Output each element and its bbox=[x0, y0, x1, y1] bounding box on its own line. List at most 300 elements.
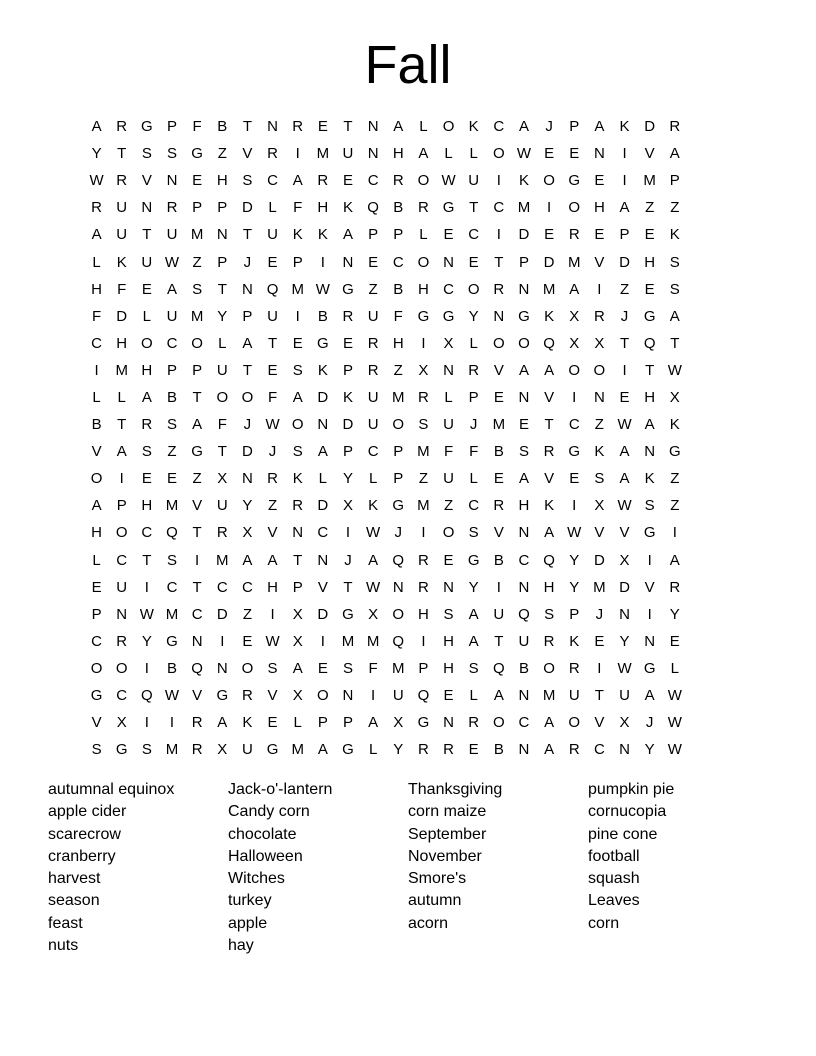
word-item: November bbox=[408, 847, 482, 865]
grid-letter: A bbox=[116, 443, 127, 461]
grid-letter: I bbox=[144, 578, 149, 596]
grid-letter: X bbox=[619, 551, 630, 569]
grid-letter: R bbox=[543, 632, 555, 650]
grid-letter: A bbox=[619, 443, 630, 461]
grid-letter: N bbox=[644, 632, 656, 650]
grid-letter: C bbox=[317, 524, 329, 542]
grid-letter: G bbox=[568, 443, 581, 461]
grid-letter: U bbox=[367, 416, 379, 434]
word-item: Witches bbox=[228, 870, 285, 888]
grid-letter: T bbox=[192, 578, 202, 596]
grid-letter: H bbox=[141, 361, 153, 379]
grid-letter: M bbox=[643, 172, 656, 190]
word-item: season bbox=[48, 892, 100, 910]
grid-letter: G bbox=[90, 687, 103, 705]
grid-letter: Q bbox=[392, 632, 405, 650]
grid-letter: N bbox=[292, 524, 304, 542]
grid-letter: A bbox=[594, 118, 605, 136]
grid-letter: N bbox=[518, 578, 530, 596]
grid-letter: Z bbox=[167, 443, 177, 461]
grid-letter: Q bbox=[166, 524, 178, 542]
grid-letter: U bbox=[619, 687, 630, 705]
grid-row bbox=[84, 276, 732, 303]
grid-letter: G bbox=[141, 118, 153, 136]
grid-letter: G bbox=[417, 307, 430, 325]
grid-letter: X bbox=[242, 524, 253, 542]
grid-letter: E bbox=[569, 470, 580, 488]
grid-letter: H bbox=[644, 253, 656, 271]
grid-letter: Z bbox=[368, 280, 378, 298]
grid-letter: O bbox=[492, 145, 505, 163]
grid-letter: O bbox=[492, 714, 505, 732]
grid-letter: I bbox=[647, 551, 652, 569]
word-item: cranberry bbox=[48, 847, 116, 865]
grid-letter: G bbox=[317, 334, 329, 352]
word-item: Leaves bbox=[588, 892, 640, 910]
grid-letter: O bbox=[442, 118, 455, 136]
grid-letter: M bbox=[190, 226, 204, 244]
grid-row bbox=[84, 303, 732, 330]
grid-letter: M bbox=[165, 741, 179, 759]
grid-letter: I bbox=[496, 226, 501, 244]
grid-letter: C bbox=[392, 253, 404, 271]
word-list bbox=[48, 779, 768, 957]
grid-letter: N bbox=[518, 687, 530, 705]
grid-letter: E bbox=[342, 334, 353, 352]
grid-letter: Y bbox=[393, 741, 404, 759]
grid-letter: F bbox=[267, 388, 278, 406]
word-item: acorn bbox=[408, 914, 449, 932]
grid-row bbox=[84, 492, 732, 519]
grid-letter: P bbox=[192, 199, 203, 217]
grid-letter: K bbox=[569, 632, 580, 650]
grid-letter: S bbox=[418, 416, 429, 434]
grid-letter: X bbox=[443, 334, 454, 352]
grid-letter: U bbox=[166, 307, 178, 325]
grid-letter: G bbox=[115, 741, 128, 759]
grid-letter: I bbox=[672, 524, 677, 542]
grid-row bbox=[84, 113, 732, 140]
grid-letter: C bbox=[216, 578, 228, 596]
word-item: Halloween bbox=[228, 847, 303, 865]
grid-letter: U bbox=[116, 578, 128, 596]
grid-letter: L bbox=[469, 687, 478, 705]
grid-letter: U bbox=[116, 199, 128, 217]
grid-row bbox=[84, 167, 732, 194]
grid-letter: W bbox=[139, 605, 154, 623]
grid-letter: N bbox=[593, 145, 605, 163]
grid-letter: I bbox=[547, 199, 552, 217]
grid-letter: T bbox=[142, 551, 152, 569]
grid-row bbox=[84, 601, 732, 628]
grid-letter: A bbox=[91, 226, 102, 244]
grid-letter: N bbox=[342, 687, 354, 705]
grid-letter: V bbox=[493, 361, 504, 379]
grid-letter: H bbox=[543, 578, 555, 596]
grid-letter: L bbox=[368, 741, 378, 759]
grid-letter: K bbox=[292, 470, 303, 488]
grid-letter: N bbox=[443, 578, 454, 596]
grid-letter: E bbox=[544, 226, 555, 244]
grid-letter: A bbox=[468, 632, 479, 650]
word-item: Smore's bbox=[408, 870, 467, 888]
grid-letter: X bbox=[669, 388, 680, 406]
grid-letter: I bbox=[496, 578, 501, 596]
grid-letter: A bbox=[292, 659, 303, 677]
word-item: autumn bbox=[408, 892, 462, 910]
grid-letter: B bbox=[317, 307, 328, 325]
grid-letter: M bbox=[291, 741, 304, 759]
grid-row bbox=[84, 709, 732, 736]
grid-letter: L bbox=[117, 388, 126, 406]
grid-letter: A bbox=[242, 551, 253, 569]
grid-letter: S bbox=[192, 280, 203, 298]
grid-letter: H bbox=[443, 659, 454, 677]
grid-letter: R bbox=[141, 416, 153, 434]
grid-letter: T bbox=[117, 145, 127, 163]
word-item: feast bbox=[48, 914, 83, 932]
grid-letter: T bbox=[192, 388, 202, 406]
grid-letter: O bbox=[90, 470, 103, 488]
grid-letter: C bbox=[568, 416, 580, 434]
grid-letter: X bbox=[368, 605, 379, 623]
grid-letter: A bbox=[242, 334, 253, 352]
grid-letter: V bbox=[544, 470, 555, 488]
grid-letter: U bbox=[568, 687, 580, 705]
word-column bbox=[408, 779, 588, 957]
grid-letter: S bbox=[166, 551, 177, 569]
grid-letter: P bbox=[518, 253, 529, 271]
grid-letter: W bbox=[567, 524, 582, 542]
grid-letter: O bbox=[568, 714, 581, 732]
grid-letter: S bbox=[644, 497, 655, 515]
grid-letter: M bbox=[190, 307, 204, 325]
grid-letter: K bbox=[544, 497, 555, 515]
grid-letter: X bbox=[116, 714, 127, 732]
grid-letter: K bbox=[468, 118, 479, 136]
grid-row bbox=[84, 628, 732, 655]
grid-letter: P bbox=[166, 361, 177, 379]
grid-letter: K bbox=[317, 361, 328, 379]
grid-letter: Q bbox=[392, 551, 405, 569]
grid-letter: E bbox=[468, 741, 479, 759]
grid-letter: E bbox=[267, 714, 278, 732]
grid-letter: C bbox=[367, 172, 379, 190]
grid-letter: Z bbox=[418, 470, 428, 488]
grid-letter: S bbox=[166, 145, 177, 163]
grid-letter: U bbox=[443, 416, 454, 434]
grid-letter: G bbox=[392, 497, 405, 515]
grid-letter: P bbox=[292, 578, 303, 596]
grid-letter: T bbox=[117, 416, 127, 434]
grid-letter: V bbox=[267, 524, 278, 542]
grid-letter: U bbox=[493, 605, 505, 623]
grid-letter: W bbox=[617, 659, 632, 677]
grid-letter: A bbox=[518, 470, 529, 488]
grid-letter: P bbox=[368, 226, 379, 244]
grid-letter: B bbox=[91, 416, 102, 434]
grid-letter: T bbox=[217, 280, 227, 298]
grid-letter: M bbox=[392, 388, 405, 406]
grid-letter: A bbox=[544, 714, 555, 732]
grid-letter: A bbox=[644, 416, 655, 434]
grid-letter: N bbox=[518, 280, 530, 298]
grid-letter: V bbox=[644, 578, 655, 596]
grid-letter: X bbox=[342, 497, 353, 515]
grid-letter: A bbox=[418, 145, 429, 163]
grid-letter: L bbox=[318, 470, 327, 488]
grid-letter: T bbox=[217, 443, 227, 461]
word-column bbox=[588, 779, 768, 957]
grid-letter: F bbox=[368, 659, 378, 677]
grid-letter: D bbox=[619, 578, 630, 596]
grid-letter: L bbox=[469, 145, 478, 163]
grid-letter: E bbox=[594, 172, 605, 190]
word-item: pine cone bbox=[588, 825, 658, 843]
grid-letter: I bbox=[622, 172, 627, 190]
grid-letter: U bbox=[443, 470, 454, 488]
grid-letter: M bbox=[542, 687, 556, 705]
grid-letter: M bbox=[517, 199, 531, 217]
grid-letter: S bbox=[544, 605, 555, 623]
grid-letter: Y bbox=[619, 632, 630, 650]
grid-letter: S bbox=[468, 524, 479, 542]
grid-letter: S bbox=[91, 741, 102, 759]
grid-letter: K bbox=[317, 226, 328, 244]
grid-row bbox=[84, 574, 732, 601]
grid-letter: R bbox=[267, 470, 278, 488]
grid-letter: W bbox=[89, 172, 104, 190]
grid-row bbox=[84, 221, 732, 248]
grid-letter: Z bbox=[192, 470, 202, 488]
grid-letter: C bbox=[518, 714, 530, 732]
grid-letter: K bbox=[368, 497, 379, 515]
grid-letter: X bbox=[418, 361, 429, 379]
grid-letter: O bbox=[241, 388, 254, 406]
grid-letter: E bbox=[443, 551, 454, 569]
grid-letter: U bbox=[342, 145, 354, 163]
grid-letter: A bbox=[669, 145, 680, 163]
grid-letter: N bbox=[241, 470, 253, 488]
grid-letter: L bbox=[444, 145, 453, 163]
grid-letter: P bbox=[468, 388, 479, 406]
grid-letter: V bbox=[594, 524, 605, 542]
grid-letter: P bbox=[116, 497, 127, 515]
grid-letter: T bbox=[343, 578, 353, 596]
grid-letter: Y bbox=[242, 497, 253, 515]
grid-letter: R bbox=[568, 741, 580, 759]
grid-letter: O bbox=[593, 361, 606, 379]
grid-letter: J bbox=[545, 118, 553, 136]
grid-letter: P bbox=[292, 253, 303, 271]
grid-letter: A bbox=[468, 605, 479, 623]
grid-letter: I bbox=[597, 280, 602, 298]
grid-letter: M bbox=[542, 280, 556, 298]
grid-letter: C bbox=[267, 172, 278, 190]
grid-letter: I bbox=[169, 714, 175, 732]
grid-letter: Y bbox=[669, 605, 680, 623]
grid-letter: N bbox=[191, 632, 203, 650]
grid-letter: H bbox=[267, 578, 278, 596]
grid-letter: G bbox=[191, 145, 203, 163]
grid-letter: T bbox=[670, 334, 680, 352]
grid-letter: W bbox=[315, 280, 330, 298]
grid-letter: E bbox=[669, 632, 680, 650]
grid-letter: H bbox=[417, 605, 429, 623]
grid-letter: E bbox=[368, 253, 379, 271]
grid-letter: U bbox=[367, 307, 379, 325]
grid-row bbox=[84, 465, 732, 492]
grid-letter: Y bbox=[468, 578, 479, 596]
grid-row bbox=[84, 357, 732, 384]
grid-letter: W bbox=[366, 578, 381, 596]
grid-letter: S bbox=[292, 443, 303, 461]
grid-letter: A bbox=[644, 687, 655, 705]
grid-letter: A bbox=[217, 714, 228, 732]
grid-letter: V bbox=[192, 497, 203, 515]
grid-letter: K bbox=[544, 307, 555, 325]
grid-letter: O bbox=[543, 659, 555, 677]
grid-letter: J bbox=[595, 605, 604, 623]
grid-letter: R bbox=[443, 741, 454, 759]
grid-letter: E bbox=[242, 632, 253, 650]
grid-letter: Q bbox=[492, 659, 505, 677]
grid-letter: I bbox=[647, 605, 652, 623]
grid-letter: E bbox=[518, 416, 529, 434]
grid-letter: W bbox=[366, 524, 381, 542]
grid-row bbox=[84, 194, 732, 221]
grid-letter: K bbox=[669, 226, 680, 244]
grid-letter: X bbox=[569, 307, 580, 325]
grid-letter: I bbox=[572, 497, 577, 515]
grid-letter: E bbox=[342, 172, 353, 190]
grid-letter: V bbox=[317, 578, 328, 596]
grid-letter: T bbox=[242, 226, 252, 244]
grid-letter: C bbox=[91, 632, 102, 650]
grid-letter: O bbox=[115, 524, 128, 542]
grid-letter: J bbox=[243, 416, 252, 434]
grid-letter: O bbox=[417, 172, 430, 190]
grid-letter: A bbox=[569, 280, 580, 298]
grid-letter: A bbox=[544, 741, 555, 759]
grid-letter: R bbox=[317, 172, 329, 190]
grid-letter: R bbox=[417, 741, 429, 759]
grid-letter: Q bbox=[543, 334, 555, 352]
grid-letter: X bbox=[292, 605, 303, 623]
grid-letter: Y bbox=[91, 145, 102, 163]
grid-letter: V bbox=[141, 172, 152, 190]
grid-letter: E bbox=[468, 253, 479, 271]
grid-letter: R bbox=[367, 361, 379, 379]
grid-letter: L bbox=[92, 551, 101, 569]
grid-letter: N bbox=[216, 226, 228, 244]
grid-letter: C bbox=[91, 334, 102, 352]
grid-letter: P bbox=[317, 714, 328, 732]
grid-letter: P bbox=[669, 172, 680, 190]
grid-letter: G bbox=[643, 524, 656, 542]
grid-letter: V bbox=[544, 388, 555, 406]
grid-letter: U bbox=[468, 172, 480, 190]
grid-letter: T bbox=[544, 416, 554, 434]
grid-letter: U bbox=[166, 226, 178, 244]
grid-letter: C bbox=[166, 334, 178, 352]
grid-letter: O bbox=[241, 659, 254, 677]
word-column bbox=[48, 779, 228, 957]
grid-letter: U bbox=[518, 632, 530, 650]
grid-letter: P bbox=[217, 199, 228, 217]
grid-letter: I bbox=[119, 470, 124, 488]
grid-letter: C bbox=[518, 551, 530, 569]
grid-letter: L bbox=[469, 334, 478, 352]
grid-letter: I bbox=[622, 145, 627, 163]
grid-letter: C bbox=[191, 605, 203, 623]
word-item: harvest bbox=[48, 870, 101, 888]
grid-letter: V bbox=[91, 714, 102, 732]
grid-letter: S bbox=[292, 361, 303, 379]
grid-letter: P bbox=[619, 226, 630, 244]
grid-letter: W bbox=[265, 416, 280, 434]
grid-letter: X bbox=[393, 714, 404, 732]
grid-letter: G bbox=[467, 551, 480, 569]
grid-letter: L bbox=[368, 470, 378, 488]
grid-letter: P bbox=[569, 118, 580, 136]
grid-letter: O bbox=[442, 524, 455, 542]
grid-letter: O bbox=[543, 172, 555, 190]
grid-letter: Y bbox=[468, 307, 479, 325]
grid-letter: N bbox=[619, 741, 630, 759]
grid-letter: Z bbox=[192, 253, 202, 271]
grid-letter: N bbox=[619, 605, 630, 623]
grid-letter: N bbox=[518, 741, 530, 759]
grid-letter: X bbox=[217, 741, 228, 759]
grid-letter: P bbox=[342, 443, 353, 461]
grid-letter: D bbox=[342, 416, 354, 434]
grid-letter: M bbox=[492, 416, 506, 434]
grid-letter: G bbox=[643, 307, 656, 325]
grid-letter: S bbox=[141, 443, 152, 461]
grid-letter: C bbox=[116, 687, 128, 705]
grid-letter: D bbox=[116, 307, 128, 325]
grid-letter: P bbox=[342, 361, 353, 379]
grid-letter: E bbox=[443, 687, 454, 705]
grid-letter: C bbox=[493, 199, 505, 217]
grid-letter: Y bbox=[644, 741, 655, 759]
grid-letter: H bbox=[116, 334, 128, 352]
grid-letter: H bbox=[91, 524, 102, 542]
grid-letter: B bbox=[518, 659, 529, 677]
grid-letter: G bbox=[166, 632, 178, 650]
grid-letter: O bbox=[518, 334, 530, 352]
grid-letter: I bbox=[94, 361, 99, 379]
grid-letter: R bbox=[669, 118, 681, 136]
grid-letter: E bbox=[569, 145, 580, 163]
grid-letter: E bbox=[594, 226, 605, 244]
grid-letter: A bbox=[342, 226, 353, 244]
grid-letter: A bbox=[292, 388, 303, 406]
grid-letter: Z bbox=[267, 497, 278, 515]
grid-letter: O bbox=[492, 334, 505, 352]
grid-letter: E bbox=[141, 280, 152, 298]
grid-letter: Z bbox=[670, 199, 680, 217]
grid-letter: W bbox=[441, 172, 456, 190]
grid-letter: I bbox=[496, 172, 501, 190]
grid-letter: A bbox=[518, 361, 529, 379]
grid-letter: Z bbox=[242, 605, 252, 623]
grid-letter: R bbox=[417, 551, 429, 569]
grid-letter: C bbox=[141, 524, 153, 542]
grid-letter: B bbox=[493, 551, 504, 569]
grid-letter: X bbox=[569, 334, 580, 352]
